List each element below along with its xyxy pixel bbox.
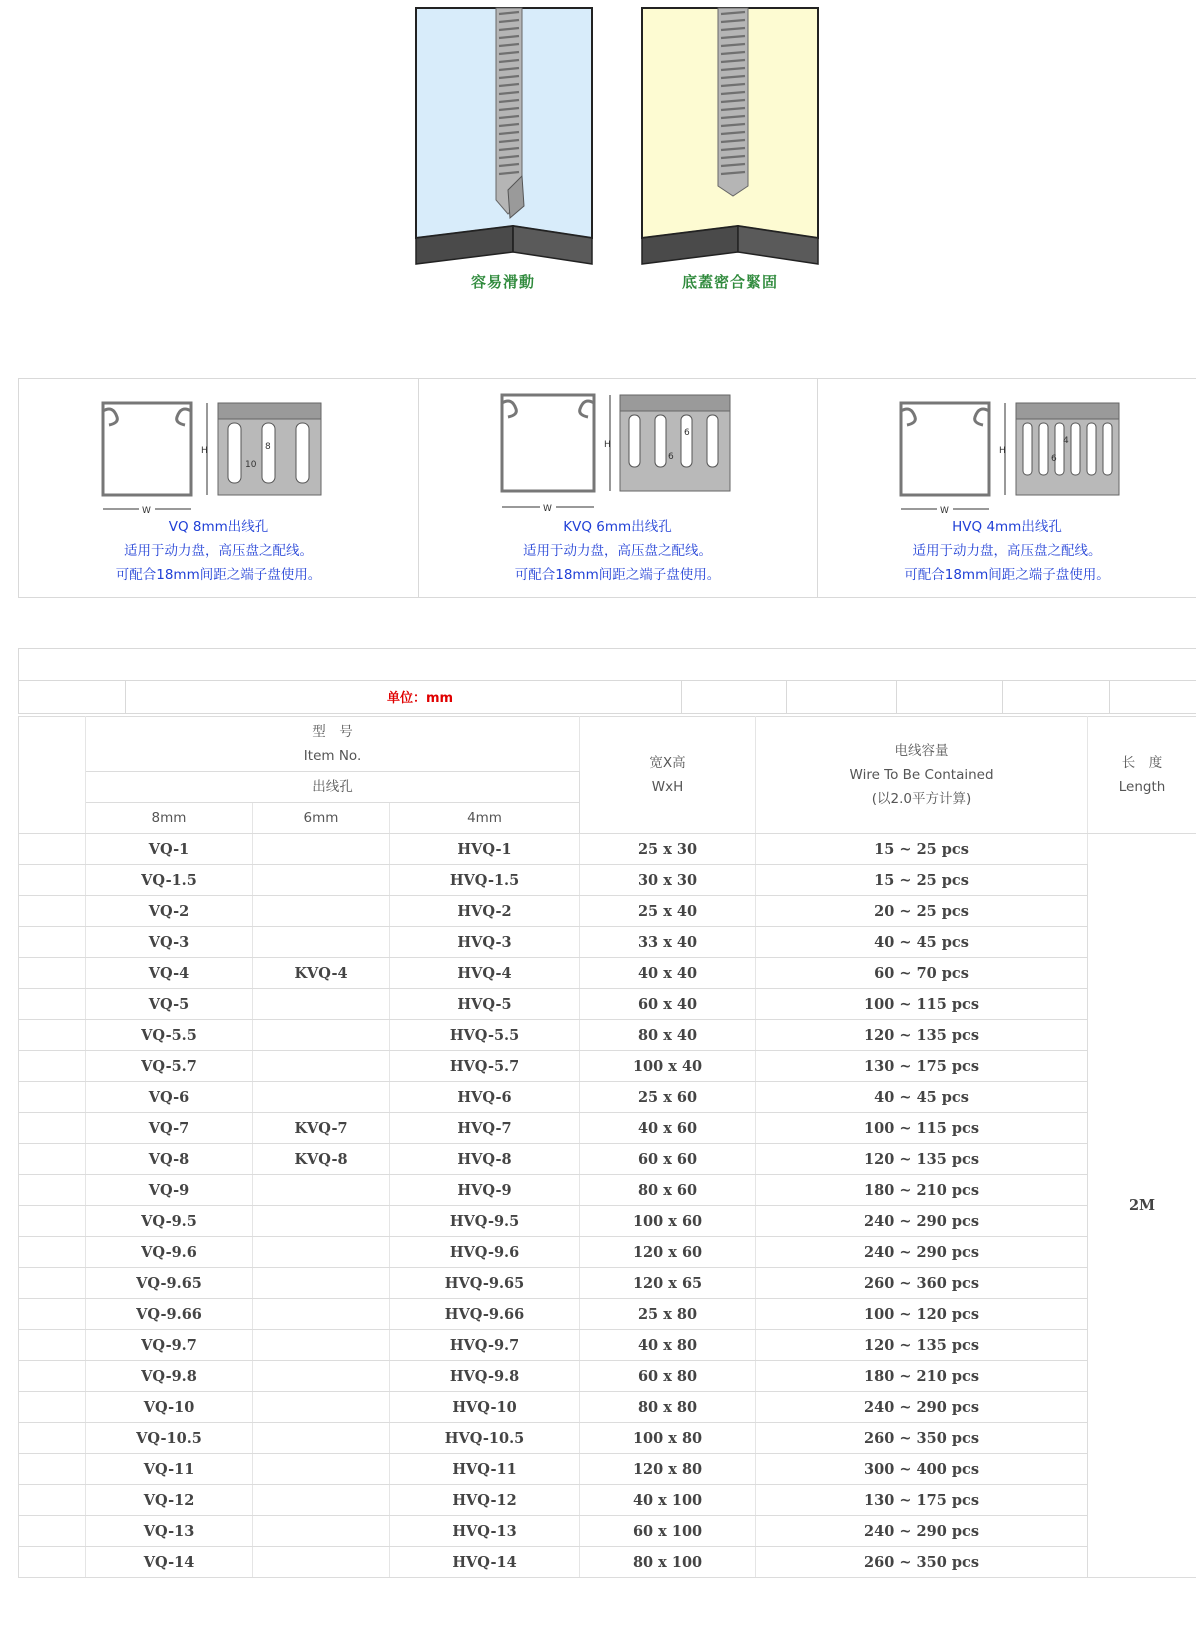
length-value: 2M: [1088, 834, 1196, 1578]
table-row: [19, 1206, 1196, 1237]
size-value: 25 x 40: [580, 896, 756, 927]
wire-note: (以2.0平方计算): [871, 791, 972, 807]
hvq-model: HVQ-10: [390, 1392, 580, 1423]
vq-model: VQ-6: [86, 1082, 253, 1113]
wire-capacity: 120 ~ 135 pcs: [756, 1330, 1088, 1361]
h-label: H: [604, 440, 611, 450]
size-value: 100 x 60: [580, 1206, 756, 1237]
wire-capacity: 100 ~ 115 pcs: [756, 989, 1088, 1020]
vq-model: VQ-10: [86, 1392, 253, 1423]
wire-capacity: 180 ~ 210 pcs: [756, 1361, 1088, 1392]
kvq-model: [253, 1392, 390, 1423]
hvq-model: HVQ-8: [390, 1144, 580, 1175]
vq-model: VQ-9.65: [86, 1268, 253, 1299]
row-blank: [19, 1516, 86, 1547]
hvq-model: HVQ-9.5: [390, 1206, 580, 1237]
dim-8: 8: [265, 442, 271, 452]
kvq-model: [253, 1051, 390, 1082]
w-label: W: [142, 506, 151, 516]
size-cn: 宽X高: [649, 755, 686, 771]
row-blank: [19, 1392, 86, 1423]
size-value: 100 x 80: [580, 1423, 756, 1454]
size-value: 25 x 60: [580, 1082, 756, 1113]
row-blank: [19, 1206, 86, 1237]
row-blank: [19, 989, 86, 1020]
size-value: 60 x 40: [580, 989, 756, 1020]
hvq-model: HVQ-5.5: [390, 1020, 580, 1051]
size-value: 25 x 30: [580, 834, 756, 865]
hvq-model: HVQ-9: [390, 1175, 580, 1206]
hvq-model: HVQ-2: [390, 896, 580, 927]
wire-capacity: 60 ~ 70 pcs: [756, 958, 1088, 989]
vq-model: VQ-2: [86, 896, 253, 927]
table-row: [19, 1051, 1196, 1082]
unit-label: 单位：mm: [387, 691, 454, 706]
hvq-model: HVQ-9.8: [390, 1361, 580, 1392]
row-blank: [19, 1237, 86, 1268]
hvq-model: HVQ-5: [390, 989, 580, 1020]
hvq-model: HVQ-1: [390, 834, 580, 865]
wire-cn: 电线容量: [894, 743, 949, 759]
kvq-desc-1: 适用于动力盘，高压盘之配线。: [523, 543, 712, 559]
table-row: [19, 958, 1196, 989]
hvq-model: HVQ-14: [390, 1547, 580, 1578]
hvq-model: HVQ-9.7: [390, 1330, 580, 1361]
vq-model: VQ-3: [86, 927, 253, 958]
hvq-model: HVQ-10.5: [390, 1423, 580, 1454]
vq-desc-1: 适用于动力盘，高压盘之配线。: [124, 543, 313, 559]
table-row: [19, 1361, 1196, 1392]
vq-model: VQ-5.5: [86, 1020, 253, 1051]
wire-capacity: 15 ~ 25 pcs: [756, 865, 1088, 896]
row-blank: [19, 1051, 86, 1082]
size-value: 120 x 60: [580, 1237, 756, 1268]
profile-kvq: [418, 379, 818, 597]
vq-model: VQ-14: [86, 1547, 253, 1578]
hvq-desc-2: 可配合18mm间距之端子盘使用。: [904, 567, 1110, 583]
length-header: [1088, 717, 1196, 834]
col-8mm: 8mm: [86, 803, 253, 834]
profile-vq: [19, 379, 419, 597]
row-blank: [19, 1175, 86, 1206]
wire-capacity: 240 ~ 290 pcs: [756, 1392, 1088, 1423]
kvq-model: [253, 1547, 390, 1578]
row-blank: [19, 958, 86, 989]
row-blank: [19, 896, 86, 927]
table-row: [19, 1237, 1196, 1268]
row-blank: [19, 1113, 86, 1144]
table-row: [19, 1020, 1196, 1051]
size-value: 33 x 40: [580, 927, 756, 958]
kvq-model: KVQ-8: [253, 1144, 390, 1175]
size-value: 120 x 65: [580, 1268, 756, 1299]
size-header: [580, 717, 756, 834]
wire-capacity: 15 ~ 25 pcs: [756, 834, 1088, 865]
model-en: Item No.: [303, 748, 362, 764]
vq-model: VQ-10.5: [86, 1423, 253, 1454]
hole-header: 出线孔: [86, 772, 580, 803]
row-blank: [19, 1485, 86, 1516]
size-value: 25 x 80: [580, 1299, 756, 1330]
row-blank: [19, 834, 86, 865]
vq-model: VQ-1: [86, 834, 253, 865]
wire-capacity: 130 ~ 175 pcs: [756, 1485, 1088, 1516]
vq-model: VQ-13: [86, 1516, 253, 1547]
wire-capacity: 120 ~ 135 pcs: [756, 1020, 1088, 1051]
hvq-model: HVQ-7: [390, 1113, 580, 1144]
wire-capacity: 260 ~ 350 pcs: [756, 1547, 1088, 1578]
vq-model: VQ-4: [86, 958, 253, 989]
size-value: 80 x 40: [580, 1020, 756, 1051]
wire-capacity: 240 ~ 290 pcs: [756, 1516, 1088, 1547]
profile-panel: [18, 378, 1196, 598]
dim-10: 10: [245, 460, 257, 470]
vq-model: VQ-11: [86, 1454, 253, 1485]
kvq-model: KVQ-4: [253, 958, 390, 989]
h-label: H: [201, 446, 208, 456]
vq-model: VQ-5: [86, 989, 253, 1020]
kvq-profile-drawing: [498, 391, 738, 517]
table-row: [19, 1485, 1196, 1516]
kvq-model: [253, 989, 390, 1020]
col-4mm: 4mm: [390, 803, 580, 834]
vq-model: VQ-5.7: [86, 1051, 253, 1082]
table-row: [19, 1144, 1196, 1175]
row-blank: [19, 1361, 86, 1392]
hvq-model: HVQ-6: [390, 1082, 580, 1113]
size-value: 40 x 40: [580, 958, 756, 989]
wire-header: [756, 717, 1088, 834]
wire-capacity: 40 ~ 45 pcs: [756, 1082, 1088, 1113]
kvq-model: [253, 1485, 390, 1516]
sealed-panel-illustration: [642, 8, 818, 264]
kvq-model: [253, 834, 390, 865]
table-row: [19, 1268, 1196, 1299]
hvq-model: HVQ-12: [390, 1485, 580, 1516]
hvq-model: HVQ-4: [390, 958, 580, 989]
wire-capacity: 240 ~ 290 pcs: [756, 1237, 1088, 1268]
wire-capacity: 260 ~ 360 pcs: [756, 1268, 1088, 1299]
size-value: 80 x 80: [580, 1392, 756, 1423]
table-row: [19, 865, 1196, 896]
row-blank: [19, 1082, 86, 1113]
w-label: W: [940, 506, 949, 516]
vq-model: VQ-1.5: [86, 865, 253, 896]
size-value: 100 x 40: [580, 1051, 756, 1082]
kvq-model: [253, 1454, 390, 1485]
table-row: [19, 896, 1196, 927]
vq-model: VQ-9.6: [86, 1237, 253, 1268]
hvq-model: HVQ-1.5: [390, 865, 580, 896]
hvq-model: HVQ-9.65: [390, 1268, 580, 1299]
table-row: [19, 1113, 1196, 1144]
dim-4: 4: [1063, 436, 1069, 446]
row-blank: [19, 1020, 86, 1051]
wire-capacity: 40 ~ 45 pcs: [756, 927, 1088, 958]
wire-capacity: 240 ~ 290 pcs: [756, 1206, 1088, 1237]
wire-capacity: 130 ~ 175 pcs: [756, 1051, 1088, 1082]
vq-model: VQ-9.66: [86, 1299, 253, 1330]
kvq-model: [253, 1206, 390, 1237]
table-row: [19, 1082, 1196, 1113]
hvq-profile-drawing: [897, 399, 1137, 517]
row-blank: [19, 1454, 86, 1485]
kvq-model: [253, 1299, 390, 1330]
kvq-model: [253, 927, 390, 958]
hvq-model: HVQ-9.66: [390, 1299, 580, 1330]
kvq-model: KVQ-7: [253, 1113, 390, 1144]
wire-capacity: 300 ~ 400 pcs: [756, 1454, 1088, 1485]
table-row: [19, 1299, 1196, 1330]
row-blank: [19, 1330, 86, 1361]
size-value: 60 x 60: [580, 1144, 756, 1175]
hvq-model: HVQ-9.6: [390, 1237, 580, 1268]
table-row: [19, 1330, 1196, 1361]
kvq-title: KVQ 6mm出线孔: [563, 519, 672, 535]
len-cn: 长 度: [1121, 755, 1163, 771]
row-blank: [19, 1547, 86, 1578]
wire-capacity: 100 ~ 115 pcs: [756, 1113, 1088, 1144]
table-row: [19, 834, 1196, 865]
item-no-header: [86, 717, 580, 772]
wire-capacity: 120 ~ 135 pcs: [756, 1144, 1088, 1175]
size-value: 30 x 30: [580, 865, 756, 896]
vq-model: VQ-8: [86, 1144, 253, 1175]
table-row: [19, 1547, 1196, 1578]
hvq-model: HVQ-3: [390, 927, 580, 958]
duct-illustration: [0, 0, 1196, 300]
profile-hvq: [817, 379, 1196, 597]
table-row: [19, 1454, 1196, 1485]
spec-body: [19, 834, 1196, 1578]
kvq-model: [253, 1423, 390, 1454]
size-value: 60 x 80: [580, 1361, 756, 1392]
size-value: 40 x 80: [580, 1330, 756, 1361]
hvq-model: HVQ-11: [390, 1454, 580, 1485]
kvq-model: [253, 1516, 390, 1547]
size-value: 60 x 100: [580, 1516, 756, 1547]
row-blank: [19, 1423, 86, 1454]
model-cn: 型 号: [312, 724, 353, 740]
wire-capacity: 100 ~ 120 pcs: [756, 1299, 1088, 1330]
kvq-model: [253, 1330, 390, 1361]
h-label: H: [999, 446, 1006, 456]
table-row: [19, 989, 1196, 1020]
table-row: [19, 1175, 1196, 1206]
col-6mm: 6mm: [253, 803, 390, 834]
vq-model: VQ-9: [86, 1175, 253, 1206]
table-row: [19, 1516, 1196, 1547]
kvq-model: [253, 1082, 390, 1113]
size-en: WxH: [651, 779, 684, 795]
wire-en: Wire To Be Contained: [849, 767, 994, 783]
kvq-model: [253, 1237, 390, 1268]
size-value: 40 x 60: [580, 1113, 756, 1144]
table-row: [19, 927, 1196, 958]
size-value: 120 x 80: [580, 1454, 756, 1485]
caption-easy-slide: 容易滑動: [470, 273, 535, 291]
vq-model: VQ-9.5: [86, 1206, 253, 1237]
row-blank: [19, 1299, 86, 1330]
hvq-model: HVQ-13: [390, 1516, 580, 1547]
spec-table: [18, 716, 1196, 1578]
kvq-model: [253, 1268, 390, 1299]
vq-model: VQ-12: [86, 1485, 253, 1516]
vq-model: VQ-7: [86, 1113, 253, 1144]
wire-capacity: 20 ~ 25 pcs: [756, 896, 1088, 927]
row-blank: [19, 865, 86, 896]
size-value: 80 x 100: [580, 1547, 756, 1578]
vq-model: VQ-9.8: [86, 1361, 253, 1392]
row-blank: [19, 927, 86, 958]
kvq-model: [253, 1175, 390, 1206]
hvq-title: HVQ 4mm出线孔: [952, 519, 1062, 535]
kvq-model: [253, 865, 390, 896]
dim-6: 6: [1051, 454, 1057, 464]
size-value: 40 x 100: [580, 1485, 756, 1516]
size-value: 80 x 60: [580, 1175, 756, 1206]
kvq-model: [253, 896, 390, 927]
vq-profile-drawing: [99, 399, 339, 517]
row-blank: [19, 1268, 86, 1299]
kvq-model: [253, 1361, 390, 1392]
blank-header: [19, 717, 86, 834]
w-label: W: [543, 504, 552, 514]
caption-tight-seal: 底蓋密合緊固: [681, 273, 778, 291]
vq-model: VQ-9.7: [86, 1330, 253, 1361]
kvq-model: [253, 1020, 390, 1051]
hvq-desc-1: 适用于动力盘，高压盘之配线。: [912, 543, 1102, 559]
wire-capacity: 260 ~ 350 pcs: [756, 1423, 1088, 1454]
unit-bar: [18, 648, 1196, 714]
table-row: [19, 1392, 1196, 1423]
kvq-desc-2: 可配合18mm间距之端子盘使用。: [514, 567, 721, 583]
dim-6a: 6: [684, 428, 690, 438]
hvq-model: HVQ-5.7: [390, 1051, 580, 1082]
wire-capacity: 180 ~ 210 pcs: [756, 1175, 1088, 1206]
vq-title: VQ 8mm出线孔: [168, 519, 269, 535]
row-blank: [19, 1144, 86, 1175]
len-en: Length: [1118, 779, 1166, 795]
vq-desc-2: 可配合18mm间距之端子盘使用。: [115, 567, 322, 583]
table-row: [19, 1423, 1196, 1454]
sliding-panel-illustration: [416, 8, 592, 264]
dim-6b: 6: [668, 452, 674, 462]
